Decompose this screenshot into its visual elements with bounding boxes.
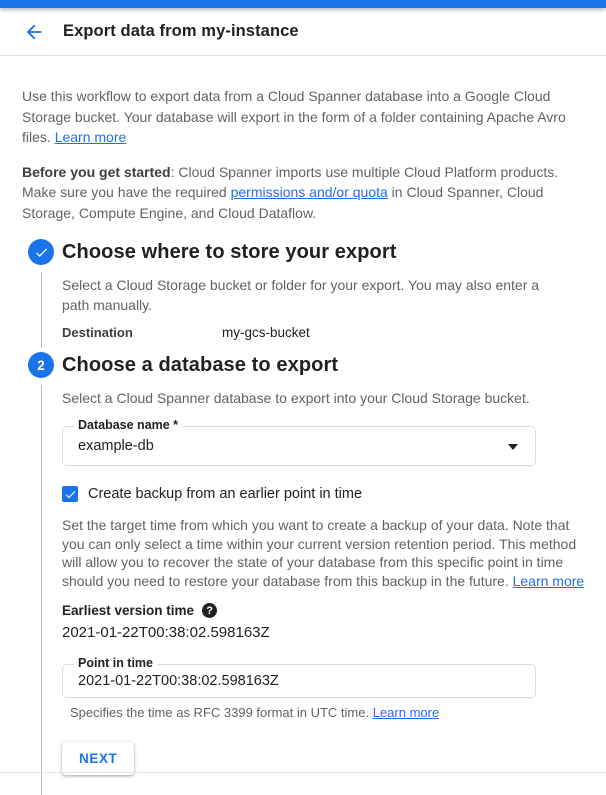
step-2-description: Select a Cloud Spanner database to export into your Cloud Storage bucket. [62,390,530,406]
header [0,8,606,56]
arrow-back-icon [23,21,45,43]
step-1-title: Choose where to store your export [62,241,397,263]
point-in-time-field [62,656,536,698]
destination-row [62,325,584,342]
database-name-value: example-db [78,438,154,454]
point-in-time-helper-text: Specifies the time as RFC 3399 format in UTC time. [70,705,373,720]
step-connector-line [41,385,42,795]
intro-learn-more-link[interactable]: Learn more [54,129,127,145]
back-button[interactable] [22,20,46,44]
intro-text: Use this workflow to export data from a Cloud Spanner database into a Google Cloud Storage bucket. Your database will export in the form of a folder containing Apache Avro files. [22,88,566,145]
permissions-quota-link[interactable]: permissions and/or quota [230,184,388,200]
intro-paragraph [22,86,574,148]
help-icon[interactable]: ? [202,603,217,618]
before-you-start-paragraph [22,162,574,224]
step-1-section [22,239,584,348]
database-name-select[interactable] [62,418,536,466]
point-in-time-helper [70,705,586,722]
backup-description [62,516,586,590]
point-in-time-label: Point in time [74,656,157,671]
backup-checkbox-label: Create backup from an earlier point in time [88,486,363,502]
next-button[interactable]: NEXT [62,742,134,775]
helper-learn-more-link[interactable]: Learn more [372,705,440,720]
step-2-section [22,352,584,795]
step-connector-line [41,272,42,348]
step-1-rail [26,239,56,348]
destination-value: my-gcs-bucket [222,325,310,340]
bottom-divider [0,772,606,773]
earliest-version-time-value: 2021-01-22T00:38:02.598163Z [62,624,270,641]
page-title: Export data from my-instance [63,22,299,40]
backup-checkbox-row[interactable] [62,486,586,502]
earliest-version-time-label: Earliest version time [62,603,195,618]
step-2-number: 2 [37,357,45,373]
top-accent-bar [0,0,606,8]
before-you-start-text: : Cloud Spanner imports use multiple Cloud Platform products. Make sure you have the required [22,163,559,200]
destination-label: Destination [62,325,133,340]
database-name-label: Database name * [74,418,182,433]
before-you-start-lead: Before you get started [22,163,171,180]
backup-checkbox[interactable] [62,486,78,502]
step-2-number-icon [28,352,54,378]
backup-learn-more-link[interactable]: Learn more [512,572,585,589]
step-2-rail [26,352,56,795]
step-2-title: Choose a database to export [62,354,339,376]
backup-description-text: Set the target time from which you want to create a backup of your data. Note that you can only select a time within your current version retention period. This method will allow you to recover the state of your database from this specific point in time should you need to restore your database from this backup in the future. [62,517,577,589]
earliest-version-time-row [62,602,586,619]
dropdown-arrow-icon [508,444,518,450]
before-you-start-tail: in Cloud Spanner, Cloud Storage, Compute Engine, and Cloud Dataflow. [22,184,544,221]
step-1-description: Select a Cloud Storage bucket or folder for your export. You may also enter a path manually. [62,277,540,313]
export-workflow-content [0,86,606,795]
step-1-completed-icon [28,239,54,265]
